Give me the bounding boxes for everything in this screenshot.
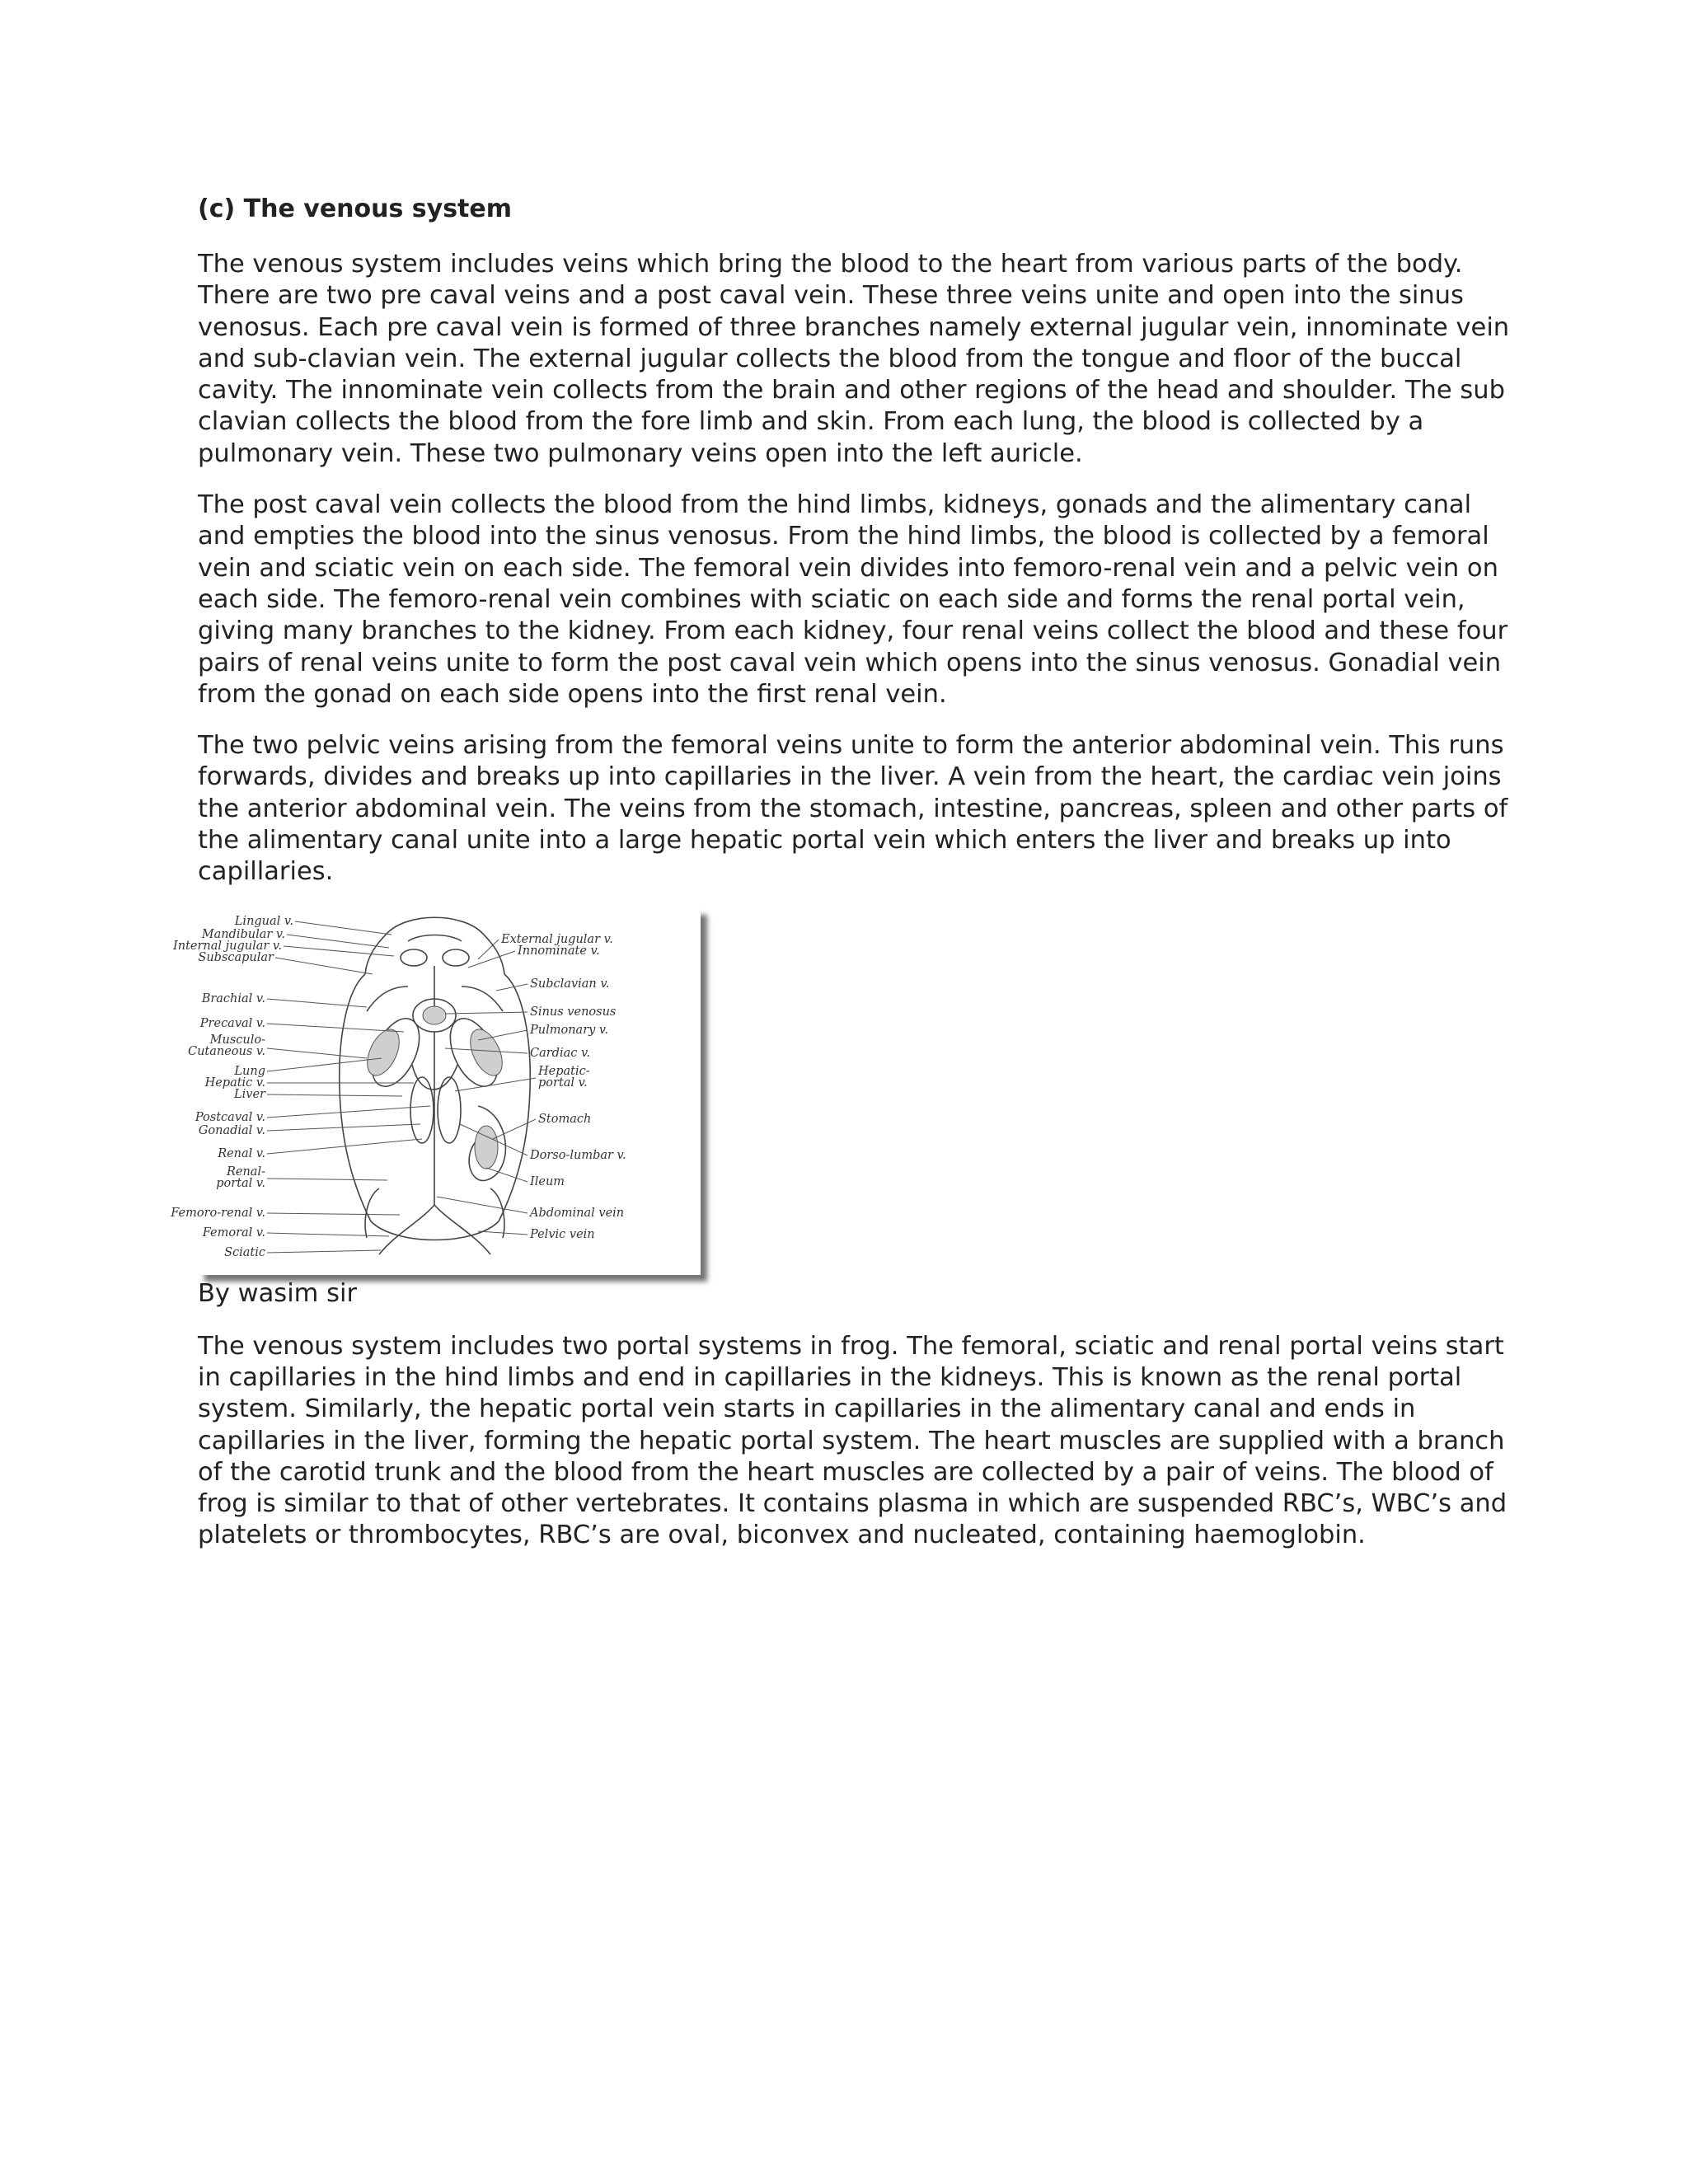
- label-lung: Lung: [234, 1064, 265, 1078]
- document-body: [171, 191, 1517, 1572]
- paragraph-portal-systems: The venous system includes two portal systems in frog. The femoral, sciatic and renal portal veins start in capillaries in the hind limbs and end in capillaries in the kidneys. This is known as the renal portal system. Similarly, the hepatic portal vein starts in capillaries in the alimentary canal and ends in capillaries in the liver, forming the hepatic portal system. The heart muscles are supplied with a branch of the carotid trunk and the blood from the heart muscles are collected by a pair of veins. The blood of frog is similar to that of other vertebrates. It contains plasma in which are suspended RBC’s, WBC’s and platelets or thrombocytes, RBC’s are oval, biconvex and nucleated, containing haemoglobin.: [198, 1331, 1507, 1550]
- left-leader-lines: [267, 921, 430, 1253]
- label-brachial: Brachial v.: [201, 991, 265, 1005]
- label-femoro-renal: Femoro-renal v.: [171, 1206, 265, 1220]
- label-cutaneous: Cutaneous v.: [187, 1044, 265, 1058]
- label-dorso-lumbar: Dorso-lumbar v.: [530, 1148, 626, 1162]
- label-sciatic: Sciatic: [224, 1245, 265, 1259]
- label-hepatic-portal-2: portal v.: [538, 1076, 588, 1090]
- paragraph-pelvic: The two pelvic veins arising from the femoral veins unite to form the anterior abdominal vein. This runs forwards, divides and breaks up into capillaries in the liver. A vein from the heart, the cardiac vein joins the anterior abdominal vein. The veins from the stomach, intestine, pancreas, spleen and other parts of the alimentary canal unite into a large hepatic portal vein which enters the liver and breaks up into capillaries.: [198, 731, 1508, 887]
- label-cardiac: Cardiac v.: [530, 1046, 591, 1060]
- label-external-jugular: External jugular v.: [501, 932, 613, 946]
- label-precaval: Precaval v.: [199, 1016, 265, 1030]
- paragraph-post-caval: The post caval vein collects the blood from the hind limbs, kidneys, gonads and the alimentary canal and empties the blood into the sinus venosus. From the hind limbs, the blood is collected by a femoral vein and sciatic vein on each side. The femoral vein divides into femoro-renal vein and a pelvic vein on each side. The femoro-renal vein combines with sciatic on each side and forms the renal portal vein, giving many branches to the kidney. From each kidney, four renal veins collect the blood and these four pairs of renal veins unite to form the post caval vein which opens into the sinus venosus. Gonadial vein from the gonad on each side opens into the first renal vein.: [198, 490, 1508, 709]
- label-pulmonary: Pulmonary v.: [530, 1023, 609, 1037]
- label-hepatic: Hepatic v.: [204, 1076, 265, 1090]
- label-sinus-venosus: Sinus venosus: [530, 1005, 617, 1019]
- label-internal-jugular: Internal jugular v.: [173, 939, 282, 953]
- label-gonadial: Gonadial v.: [198, 1123, 265, 1137]
- left-label-group: [170, 915, 293, 1259]
- label-mandibular: Mandibular v.: [201, 927, 285, 941]
- label-innominate: Innominate v.: [518, 944, 600, 958]
- label-femoral: Femoral v.: [202, 1226, 265, 1240]
- figure-caption: By wasim sir: [198, 1278, 357, 1308]
- label-pelvic-vein: Pelvic vein: [530, 1227, 595, 1241]
- label-renal-portal-2: portal v.: [216, 1176, 265, 1190]
- label-subclavian: Subclavian v.: [530, 977, 610, 991]
- label-ileum: Ileum: [530, 1174, 565, 1188]
- label-stomach: Stomach: [538, 1112, 592, 1126]
- label-abdominal-vein: Abdominal vein: [530, 1206, 625, 1220]
- label-lingual: Lingual v.: [234, 914, 293, 928]
- venous-system-diagram: [171, 908, 701, 1275]
- label-renal-portal-1: Renal-: [226, 1165, 265, 1179]
- label-postcaval: Postcaval v.: [195, 1110, 265, 1124]
- right-leader-lines: [437, 940, 536, 1235]
- label-musculo: Musculo-: [209, 1033, 265, 1047]
- section-heading: (c) The venous system: [198, 194, 513, 223]
- label-hepatic-portal-1: Hepatic-: [538, 1064, 590, 1078]
- paragraph-intro: The venous system includes veins which bring the blood to the heart from various parts of the body. There are two pre caval veins and a post caval vein. These three veins unite and open into the sinus venosus. Each pre caval vein is formed of three branches namely external jugular vein, innominate vein and sub-clavian vein. The external jugular collects the blood from the tongue and floor of the buccal cavity. The innominate vein collects from the brain and other regions of the head and shoulder. The sub clavian collects the blood from the fore limb and skin. From each lung, the blood is collected by a pulmonary vein. These two pulmonary veins open into the left auricle.: [198, 250, 1510, 468]
- label-subscapular: Subscapular: [198, 950, 274, 964]
- frog-outline: [340, 917, 530, 1254]
- label-liver: Liver: [234, 1087, 265, 1101]
- right-label-group: [500, 933, 626, 1241]
- label-renal: Renal v.: [218, 1146, 265, 1160]
- frog-diagram-illustration: [171, 908, 701, 1275]
